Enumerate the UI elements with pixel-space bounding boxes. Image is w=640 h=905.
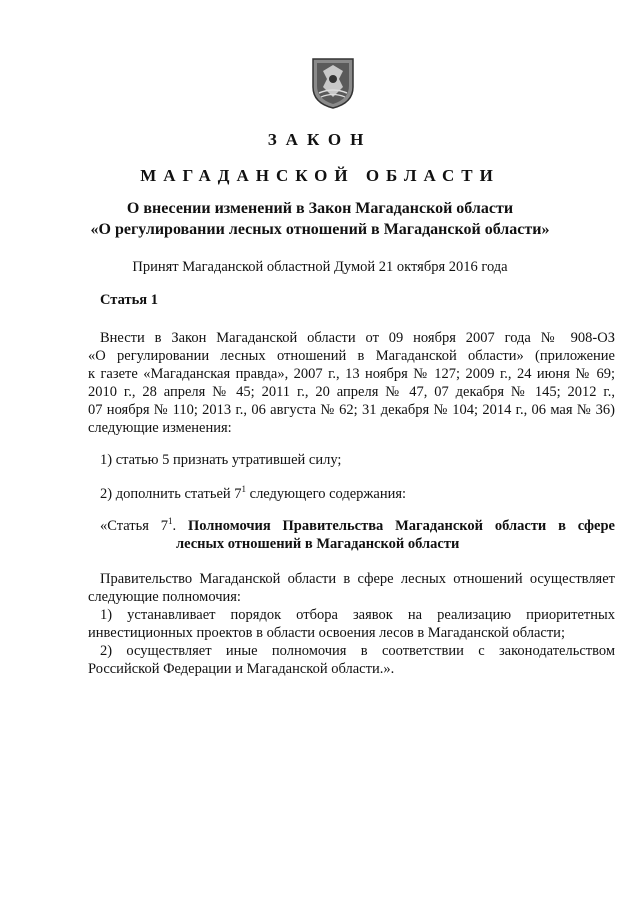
article-7-1-prefix: «Статья 7 — [100, 518, 168, 534]
article-1-item-1: 1) статью 5 признать утратившей силу; — [100, 452, 342, 468]
item-2-superscript: 1 — [241, 484, 247, 495]
body-line: следующие полномочия: — [88, 589, 241, 605]
subtitle-line-1: О внесении изменений в Закон Магаданской области — [126, 200, 514, 217]
article-7-1-heading — [100, 517, 615, 553]
intro-line: Внести в Закон Магаданской области от 09 ноября 2007 года № 908-ОЗ — [100, 330, 615, 346]
body-line: 2) осуществляет иные полномочия в соответствии с законодательством — [100, 643, 615, 659]
article-7-1-superscript: 1 — [168, 516, 173, 527]
article-7-1-title-1: Полномочия Правительства Магаданской области в сфере — [187, 518, 615, 534]
intro-line: к газете «Магаданская правда», 2007 г., 13 ноября № 127; 2009 г., 24 июня № 69; — [88, 366, 615, 382]
intro-line: «О регулировании лесных отношений в Магаданской области» (приложение — [88, 348, 615, 364]
body-line: инвестиционных проектов в области освоения лесов в Магаданской области; — [88, 625, 565, 641]
body-line: Российской Федерации и Магаданской области.». — [88, 661, 395, 677]
item-2-text: 2) дополнить статьей 7 — [100, 486, 242, 502]
article-7-1-title-2: лесных отношений в Магаданской области — [176, 536, 460, 552]
article-1-intro — [88, 329, 615, 437]
item-2-tail: следующего содержания: — [246, 486, 407, 502]
intro-line: 2010 г., 28 апреля № 45; 2011 г., 20 апреля № 47, 07 декабря № 145; 2012 г., — [88, 384, 615, 400]
intro-line: следующие изменения: — [88, 420, 232, 436]
subtitle-line-2: «О регулировании лесных отношений в Магаданской области» — [90, 221, 550, 238]
region-title: МАГАДАНСКОЙ ОБЛАСТИ — [140, 166, 500, 185]
article-7-1-body — [88, 570, 615, 678]
article-1-heading: Статья 1 — [100, 292, 158, 308]
body-line: 1) устанавливает порядок отбора заявок на реализацию приоритетных — [100, 607, 615, 623]
coat-of-arms-emblem — [311, 57, 355, 109]
article-7-1-heading-line-1 — [100, 517, 615, 535]
law-subtitle — [0, 198, 640, 240]
article-1-item-2 — [100, 485, 406, 503]
adoption-date: Принят Магаданской областной Думой 21 октября 2016 года — [132, 259, 508, 275]
intro-line: 07 ноября № 110; 2013 г., 06 августа № 62; 31 декабря № 104; 2014 г., 06 мая № 36) — [88, 402, 615, 418]
body-line: Правительство Магаданской области в сфере лесных отношений осуществляет — [100, 571, 615, 587]
law-title: ЗАКОН — [267, 130, 373, 149]
article-7-1-dot: . — [172, 518, 177, 534]
